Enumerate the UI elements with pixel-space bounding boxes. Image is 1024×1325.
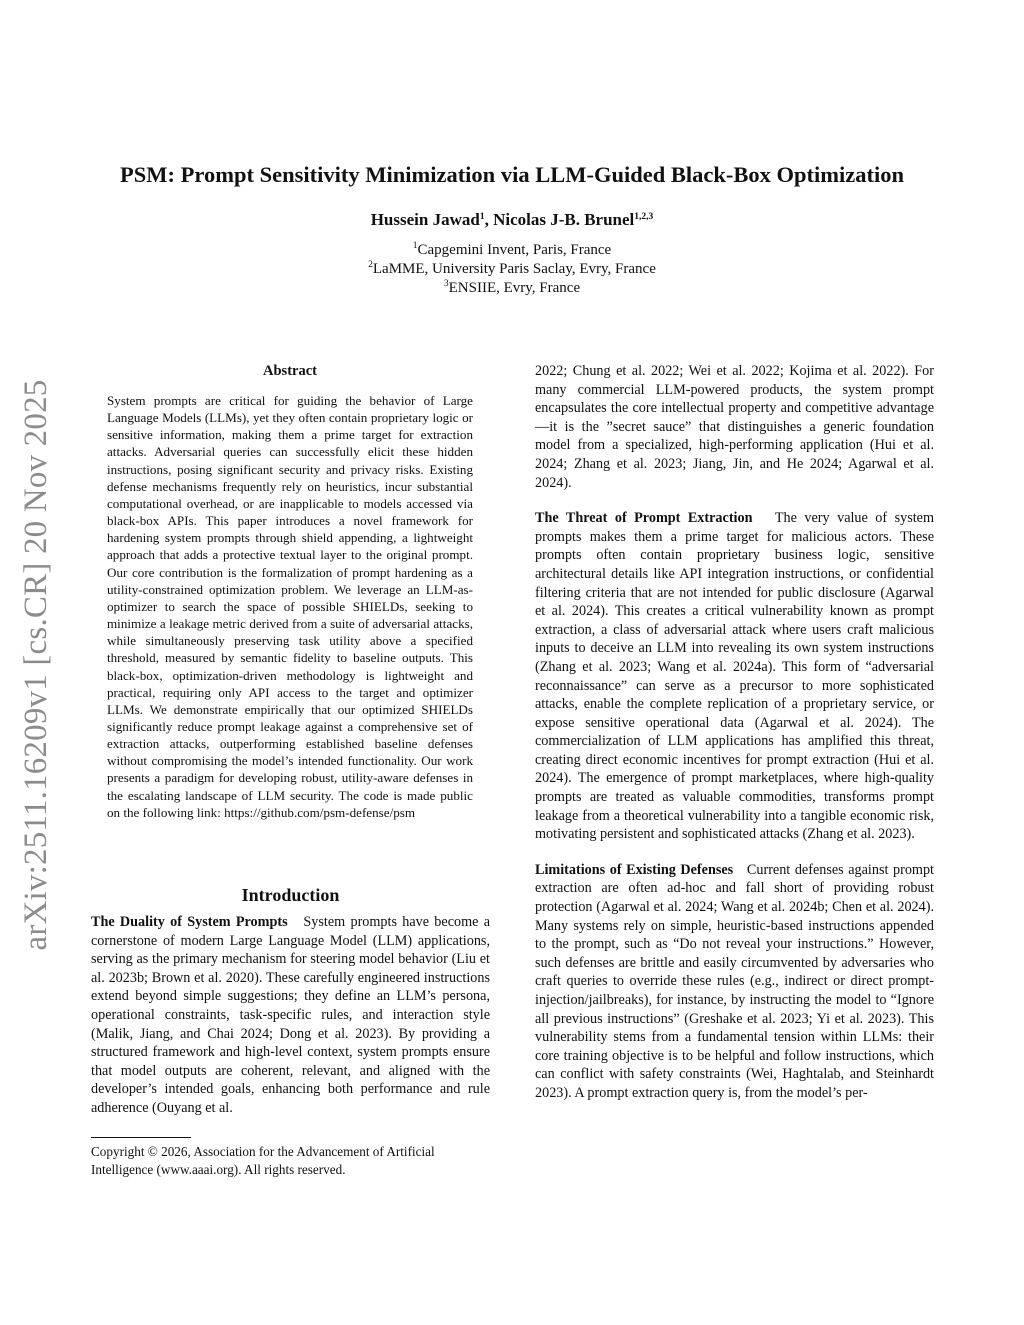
affiliation-2-mark: 2	[368, 260, 373, 270]
abstract-body: System prompts are critical for guiding the behavior of Large Language Models (LLMs), yet they often contain proprietary logic or sensitive information, making them a prime target for extraction attacks. Adversarial queries can successfully elicit these hidden instructions, posing significant security and privacy risks. Existing defense mechanisms frequently rely on heuristics, incur substantial computational overhead, or are inapplicable to models accessed via black-box APIs. This paper introduces a novel framework for hardening system prompts through shield appending, a lightweight approach that adds a protective textual layer to the original prompt. Our core contribution is the formalization of prompt hardening as a utility-constrained optimization problem. We leverage an LLM-as-optimizer to search the space of possible SHIELDs, seeking to minimize a leakage metric derived from a suite of adversarial attacks, while simultaneously preserving task utility above a specified threshold, measured by semantic fidelity to baseline outputs. This black-box, optimization-driven methodology is lightweight and practical, requiring only API access to the target and optimizer LLMs. We demonstrate empirically that our optimized SHIELDs significantly reduce prompt leakage against a comprehensive set of extraction attacks, outperforming established baseline defenses without compromising the model’s intended functionality. Our work presents a paradigm for developing robust, utility-aware defenses in the escalating landscape of LLM security. The code is made public on the following link: https://github.com/psm-defense/psm	[107, 393, 473, 820]
author-2-affiliation-mark: 1,2,3	[634, 212, 654, 222]
affiliation-1-text: Capgemini Invent, Paris, France	[417, 242, 612, 258]
threat-text: The very value of system prompts makes them a prime target for malicious actors. These prompts often contain proprietary business logic, sensitive architectural details like API integration instructions, or confidential filtering criteria that are not intended for public disclosure (Agarwal et al. 2024). This creates a critical vulnerability known as prompt extraction, a class of adversarial attack where users craft malicious inputs to deceive an LLM into revealing its own system instructions (Zhang et al. 2023; Wang et al. 2024a). This form of “adversarial reconnaissance” can serve as a precursor to more sophisticated attacks, enable the complete replication of a proprietary service, or expose sensitive operational data (Agarwal et al. 2024). The commercialization of LLM applications has amplified this threat, creating direct economic incentives for prompt extraction (Hui et al. 2024). The emergence of prompt marketplaces, where high-quality prompts are treated as valuable commodities, transforms prompt leakage from a theoretical vulnerability into a tangible economic risk, motivating persistent and sophisticated attacks (Zhang et al. 2023).	[535, 510, 935, 843]
author-2-name: Nicolas J-B. Brunel	[493, 210, 635, 229]
threat-heading: The Threat of Prompt Extraction	[535, 510, 753, 527]
arxiv-identifier: arXiv:2511.16209v1 [cs.CR] 20 Nov 2025	[18, 379, 54, 951]
right-paragraph-continued: 2022; Chung et al. 2022; Wei et al. 2022; Kojima et al. 2022). For many commercial LLM-powered products, the system prompt encapsulates the core intellectual property and competitive advantage—it is the ”secret sauce” that distinguishes a generic foundation model from a specialized, high-performing application (Hui et al. 2024; Zhang et al. 2023; Jiang, Jin, and He 2024; Agarwal et al. 2024).	[535, 363, 934, 491]
author-1-affiliation-mark: 1	[479, 212, 485, 222]
footnote-divider	[91, 1137, 191, 1138]
author-line	[60, 208, 964, 232]
affiliation-1	[60, 241, 964, 260]
right-paragraph-threat	[535, 509, 934, 844]
introduction-paragraph-1	[91, 913, 490, 1118]
affiliation-3-text: ENSIIE, Evry, France	[448, 280, 581, 296]
affiliation-2	[60, 260, 964, 279]
paragraph-text: System prompts have become a cornerstone of modern Large Language Model (LLM) applications, serving as the primary mechanism for steering model behavior (Liu et al. 2023b; Brown et al. 2020). These carefully engineered instructions extend beyond simple suggestions; they define an LLM’s persona, operational constraints, task-specific rules, and interaction style (Malik, Jiang, and Chai 2024; Dong et al. 2023). By providing a structured framework and high-level context, system prompts ensure that model outputs are coherent, relevant, and aligned with the developer’s intended goals, enhancing both performance and rule adherence (Ouyang et al.	[91, 914, 490, 1116]
introduction-column	[91, 913, 490, 1135]
right-paragraph-limitations	[535, 861, 934, 1103]
affiliation-3	[60, 279, 964, 298]
copyright-footnote: Copyright © 2026, Association for the Advancement of Artificial Intelligence (www.aaai.org). All rights reserved.	[91, 1144, 435, 1177]
paragraph-run-in-heading: The Duality of System Prompts	[91, 914, 288, 930]
author-separator: ,	[484, 210, 494, 229]
right-column	[535, 362, 934, 1120]
limitations-heading: Limitations of Existing Defenses	[535, 861, 734, 878]
abstract-heading: Abstract	[263, 363, 317, 379]
author-1-name: Hussein Jawad	[370, 210, 480, 229]
introduction-heading: Introduction	[241, 885, 340, 905]
paper-title: PSM: Prompt Sensitivity Minimization via LLM-Guided Black-Box Optimization	[120, 162, 904, 187]
affiliation-3-mark: 3	[443, 279, 449, 289]
limitations-text: Current defenses against prompt extraction are often ad-hoc and fall short of providing robust protection (Agarwal et al. 2024; Wang et al. 2024b; Chen et al. 2024). Many systems rely on simple, heuristic-based instructions appended to the prompt, such as “Do not reveal your instructions.” However, such defenses are brittle and easily circumvented by adversaries who craft queries to override these rules (e.g., indirect or direct prompt-injection/jailbreaks), for instance, by instructing the model to “Ignore all previous instructions” (Greshake et al. 2023; Yi et al. 2023). This vulnerability stems from a fundamental tension within LLMs: their core training objective is to be helpful and follow instructions, which can conflict with safety constraints (Wei, Haghtalab, and Steinhardt 2023). A prompt extraction query is, from the model’s per-	[535, 861, 934, 1101]
affiliation-2-text: LaMME, University Paris Saclay, Evry, France	[372, 261, 656, 277]
affiliation-1-mark: 1	[412, 241, 418, 251]
